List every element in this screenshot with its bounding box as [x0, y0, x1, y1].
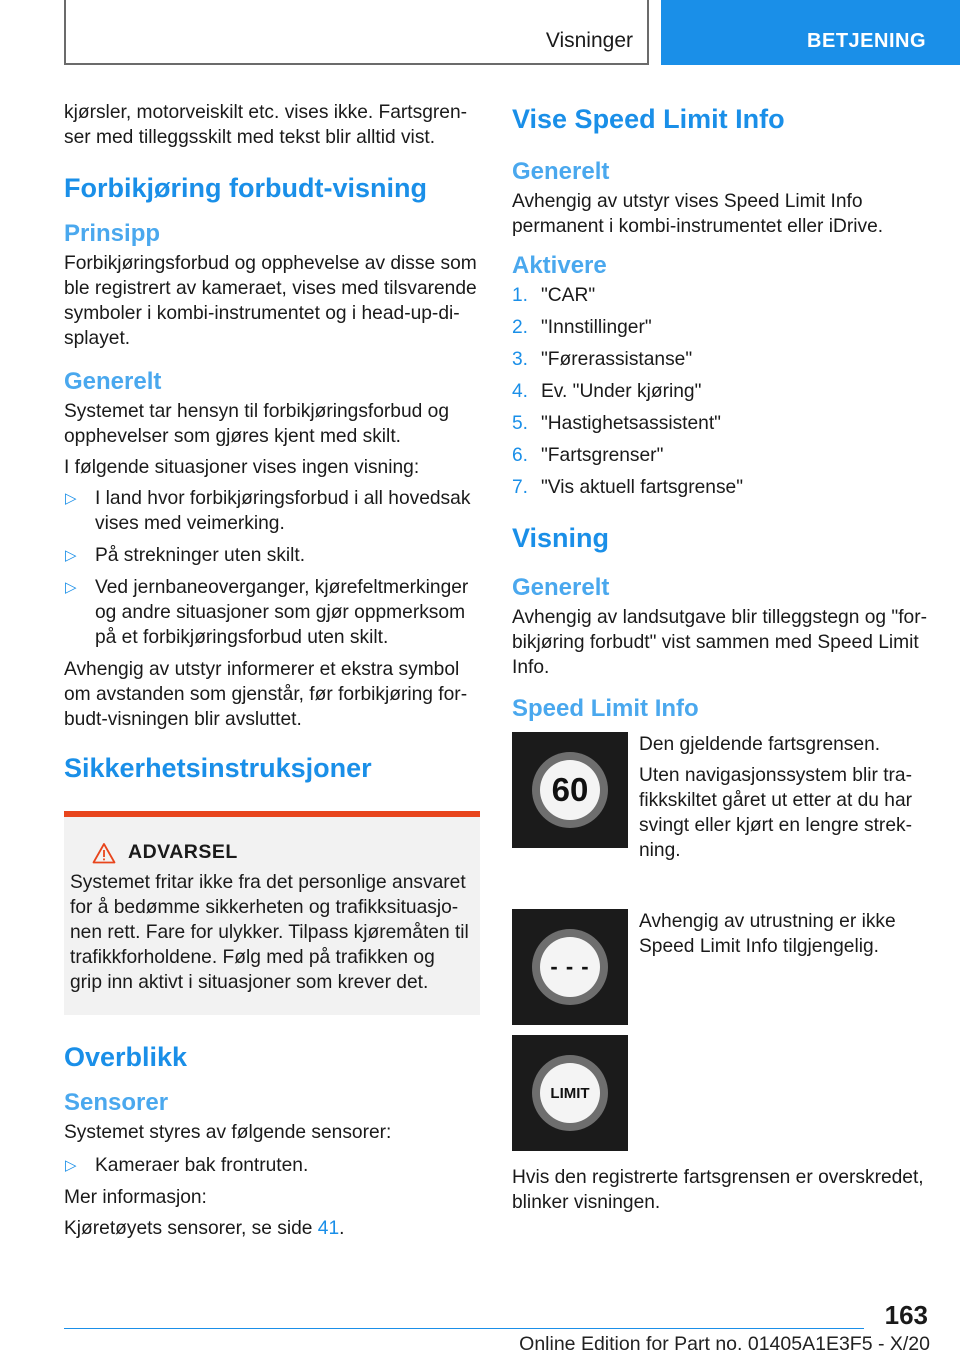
- prinsipp-paragraph: Forbikjøringsforbud og opphevelse av disse som ble registrert av kameraet, vises med tilsvarende symboler i kombi-instrumentet og i head-up-displayet.: [64, 253, 477, 349]
- step-item: 7. "Vis aktuell fartsgrense": [512, 477, 744, 498]
- exceeded-paragraph: Hvis den registrerte fartsgrensen er overskredet, blinker visningen.: [512, 1167, 924, 1213]
- more-info-label: Mer informasjon:: [64, 1187, 207, 1208]
- sign-unavailable-caption: Avhengig av utrustning er ikke Speed Limit Info tilgjengelig.: [639, 911, 896, 957]
- heading-overblikk: Overblikk: [64, 1042, 188, 1072]
- left-column: [64, 100, 480, 1247]
- generelt-paragraph-1: Systemet tar hensyn til forbikjøringsforbud og opphevelser som gjøres kjent med skilt.: [64, 401, 449, 447]
- heading-vise-speed-limit: Vise Speed Limit Info: [512, 104, 785, 134]
- activation-steps: [512, 283, 928, 500]
- heading-aktivere: Aktivere: [512, 252, 607, 279]
- sign-row-limit: [512, 1035, 928, 1151]
- bullet-triangle-icon: ▷: [65, 579, 77, 596]
- heading-generelt-right: Generelt: [512, 158, 610, 185]
- sign-60-detail: Uten navigasjonssystem blir trafikkskiltet gåret ut etter at du har svingt eller kjørt en lengre strekning.: [639, 765, 913, 861]
- speed-sign-dashes: - - -: [540, 937, 600, 997]
- footer-edition: Online Edition for Part no. 01405A1E3F5 - X/20: [519, 1333, 930, 1355]
- step-item: 1. "CAR": [512, 285, 596, 306]
- page-link[interactable]: 41: [317, 1218, 340, 1239]
- step-item: 4. Ev. "Under kjøring": [512, 381, 702, 402]
- speed-limit-generelt-paragraph: Avhengig av utstyr vises Speed Limit Info permanent i kombi-instrumentet eller iDrive.: [512, 191, 884, 237]
- header-section-box: [64, 0, 649, 65]
- heading-prinsipp: Prinsipp: [64, 220, 161, 247]
- sign-row-60: [512, 732, 928, 869]
- bullet-triangle-icon: ▷: [65, 547, 77, 564]
- heading-visning: Visning: [512, 523, 610, 553]
- sign-row-dashes: [512, 909, 928, 1025]
- intro-paragraph: kjørsler, motorveiskilt etc. vises ikke. Fartsgrenser med tilleggsskilt med tekst blir alltid vist.: [64, 102, 468, 148]
- heading-generelt-visning: Generelt: [512, 574, 610, 601]
- step-item: 5. "Hastighetsassistent": [512, 413, 721, 434]
- step-item: 6. "Fartsgrenser": [512, 445, 664, 466]
- speed-sign-unavailable-image: [512, 909, 628, 1025]
- sensor-list: [64, 1153, 480, 1178]
- list-item: ▷ På strekninger uten skilt.: [65, 545, 306, 566]
- footer-divider: [64, 1328, 864, 1329]
- warning-box: [64, 811, 480, 1015]
- bullet-triangle-icon: ▷: [65, 1157, 77, 1174]
- speed-sign-60-image: [512, 732, 628, 848]
- heading-sensorer: Sensorer: [64, 1089, 169, 1116]
- section-title: Visninger: [545, 29, 633, 52]
- chapter-tab-label: BETJENING: [807, 30, 926, 52]
- speed-sign-value: 60: [540, 760, 600, 820]
- sensorer-paragraph: Systemet styres av følgende sensorer:: [64, 1122, 392, 1143]
- warning-title: ADVARSEL: [92, 841, 472, 864]
- right-column: [512, 100, 928, 1221]
- speed-sign-limit-image: [512, 1035, 628, 1151]
- heading-speed-limit-info: Speed Limit Info: [512, 695, 699, 722]
- list-item: ▷ I land hvor forbikjøringsforbud i all hovedsak vises med veimerking.: [65, 488, 471, 534]
- list-item: ▷ Ved jernbaneoverganger, kjørefeltmerkinger og andre situasjoner som gjør oppmerksom på et forbikjøringsforbud uten skilt.: [65, 577, 469, 648]
- page-number: 163: [884, 1300, 928, 1330]
- generelt-paragraph-3: Avhengig av utstyr informerer et ekstra symbol om avstanden som gjenstår, før forbikjøring forbudt-visningen blir avsluttet.: [64, 659, 468, 730]
- sensor-reference: Kjøretøyets sensorer, se side 41.: [64, 1218, 345, 1239]
- step-item: 2. "Innstillinger": [512, 317, 652, 338]
- chapter-tab[interactable]: [661, 0, 960, 65]
- warning-text: Systemet fritar ikke fra det personlige ansvaret for å bedømme sikkerheten og trafikksituasjonen rett. Fare for ulykker. Tilpass kjøremåten til trafikkforholdene. Følg med på trafikken og grip inn aktivt i situasjoner som krever det.: [70, 872, 469, 993]
- speed-sign-limit-label: LIMIT: [540, 1063, 600, 1123]
- visning-paragraph: Avhengig av landsutgave blir tilleggstegn og "forbikjøring forbudt" vist sammen med Speed Limit Info.: [512, 607, 927, 678]
- sign-60-caption: Den gjeldende fartsgrensen.: [639, 734, 881, 755]
- heading-forbikjoring: Forbikjøring forbudt-visning: [64, 173, 427, 203]
- step-item: 3. "Førerassistanse": [512, 349, 693, 370]
- heading-generelt: Generelt: [64, 368, 162, 395]
- warning-triangle-icon: [92, 842, 116, 864]
- heading-sikkerhet: Sikkerhetsinstruksjoner: [64, 753, 372, 783]
- bullet-triangle-icon: ▷: [65, 490, 77, 507]
- list-item: ▷ Kameraer bak frontruten.: [65, 1155, 309, 1176]
- generelt-paragraph-2: I følgende situasjoner vises ingen visning:: [64, 457, 420, 478]
- no-display-list: [64, 486, 480, 650]
